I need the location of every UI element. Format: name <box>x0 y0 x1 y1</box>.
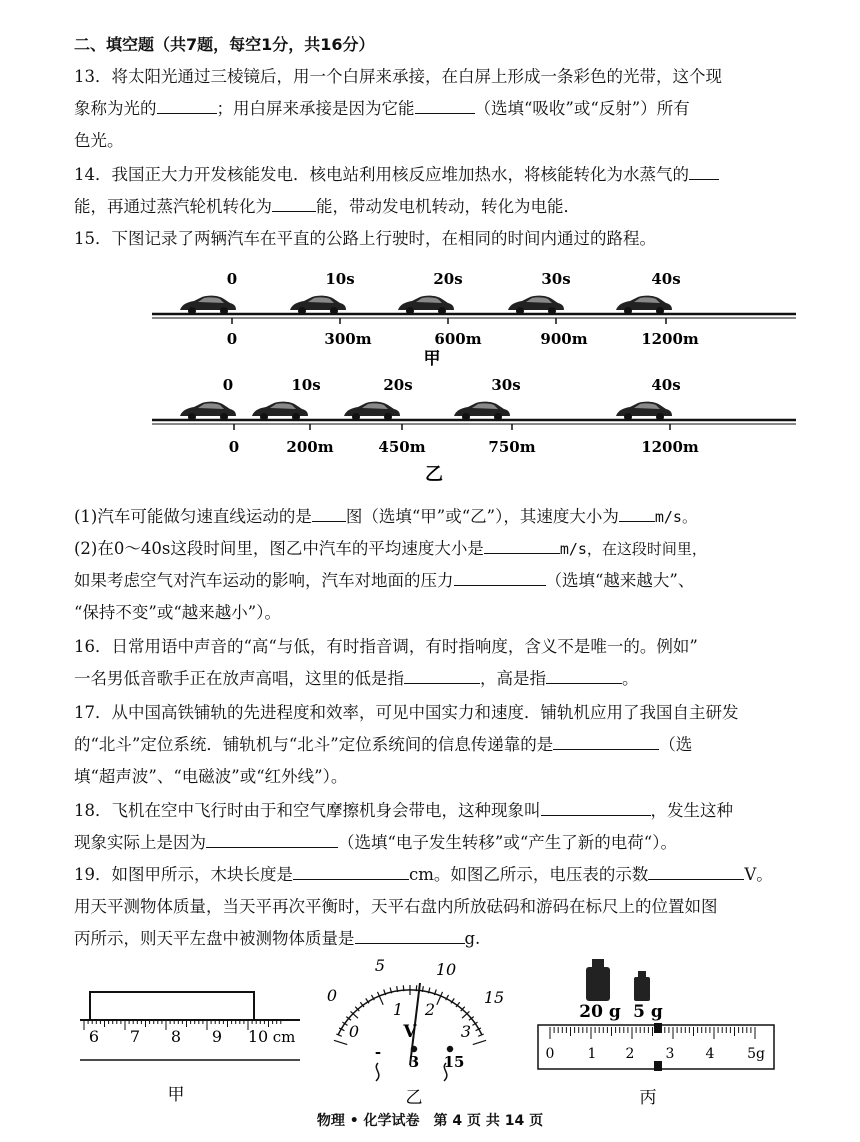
rider-bottom <box>654 1061 662 1071</box>
ruler-tick-label: 10 <box>247 1027 269 1046</box>
outer-scale-label: 0 <box>326 986 338 1005</box>
car-icon <box>180 402 236 421</box>
distance-label: 300m <box>324 330 372 348</box>
q14-text: 能，再通过蒸汽轮机转化为 <box>74 197 272 216</box>
beam-tick-label: 0 <box>545 1046 555 1062</box>
terminal-label: 3 <box>408 1053 420 1071</box>
q19-text: 19．如图甲所示，木块长度是 <box>74 865 293 884</box>
car-icon <box>252 402 308 421</box>
q19-blank-1[interactable] <box>293 865 409 880</box>
q15-text: (1)汽车可能做匀速直线运动的是 <box>74 507 312 526</box>
time-label: 0 <box>226 270 238 288</box>
section-heading: 二、填空题（共7题，每空1分，共16分） <box>74 35 375 54</box>
q18-text: 18．飞机在空中飞行时由于和空气摩擦机身会带电，这种现象叫 <box>74 801 541 820</box>
distance-label: 0 <box>228 438 240 456</box>
terminal-dot <box>448 1047 453 1052</box>
q17-text: 填“超声波”、“电磁波”或“红外线”）。 <box>74 767 348 786</box>
q16-blank-2[interactable] <box>546 669 622 684</box>
wooden-block <box>90 992 254 1020</box>
terminal-label: - <box>374 1043 382 1061</box>
q16-text: 一名男低音歌手正在放声高唱，这里的低是指 <box>74 669 404 688</box>
time-label: 10s <box>291 376 321 394</box>
q18-blank-1[interactable] <box>541 801 651 816</box>
figure-label-bing: 丙 <box>639 1088 657 1108</box>
time-label: 40s <box>651 376 681 394</box>
q19-text: 用天平测物体质量，当天平再次平衡时，天平右盘内所放砝码和游码在标尺上的位置如图 <box>74 897 718 916</box>
q16-blank-1[interactable] <box>404 669 480 684</box>
ruler-unit: cm <box>272 1028 296 1046</box>
q13-line-3 <box>74 130 124 152</box>
q15-part1 <box>74 506 697 528</box>
terminal-dot <box>412 1047 417 1052</box>
distance-label: 1200m <box>641 330 699 348</box>
q14-text: 14．我国正大力开发核能发电．核电站利用核反应堆加热水，将核能转化为水蒸气的 <box>74 165 689 184</box>
voltmeter-diagram <box>310 955 510 1115</box>
distance-label: 900m <box>540 330 588 348</box>
q17-text: （选 <box>659 735 693 754</box>
q19-text: g. <box>464 929 481 948</box>
ruler-tick-label: 6 <box>88 1027 100 1046</box>
inner-scale-label: 0 <box>348 1022 360 1041</box>
inner-scale-label: 2 <box>424 1000 436 1019</box>
q17-line-1 <box>74 702 739 724</box>
q18-line-2 <box>74 832 677 854</box>
q17-line-2 <box>74 734 692 756</box>
voltmeter-symbol: V <box>403 1022 417 1042</box>
q19-blank-2[interactable] <box>648 865 744 880</box>
beam-tick-label: 4 <box>705 1046 715 1062</box>
q15-part2-line3 <box>74 602 281 624</box>
tick-mark <box>437 992 443 1005</box>
inner-scale-label: 1 <box>392 1000 404 1019</box>
rider-top <box>654 1023 662 1033</box>
q13-text: 象称为光的 <box>74 99 157 118</box>
q13-line-2 <box>74 98 690 120</box>
car-diagram-yi <box>0 370 860 490</box>
wire <box>376 1063 379 1081</box>
q19-text: V。 <box>744 865 773 884</box>
q15-text: （选填“越来越大”、 <box>545 571 695 590</box>
q16-text: 16．日常用语中声音的“高“与低，有时指音调，有时指响度，含义不是唯一的。例如” <box>74 637 698 656</box>
q16-line-1 <box>74 636 698 658</box>
diagram-label-jia: 甲 <box>423 349 441 369</box>
q18-line-1 <box>74 800 733 822</box>
car-icon <box>180 296 236 315</box>
car-icon <box>398 296 454 315</box>
tick-mark <box>377 992 383 1005</box>
figure-label-jia: 甲 <box>167 1085 185 1105</box>
time-label: 0 <box>222 376 234 394</box>
time-label: 30s <box>541 270 571 288</box>
ruler-diagram <box>70 980 310 1110</box>
balance-diagram <box>530 955 790 1115</box>
ruler-tick-label: 8 <box>170 1027 182 1046</box>
page-footer: 物理 • 化学试卷 第 4 页 共 14 页 <box>316 1113 544 1129</box>
time-label: 40s <box>651 270 681 288</box>
weight-label: 5 g <box>633 1002 663 1022</box>
q19-text: cm。如图乙所示，电压表的示数 <box>409 865 649 884</box>
car-icons-jia <box>180 296 672 315</box>
q16-text: ，高是指 <box>480 669 546 688</box>
q15-part2-line2 <box>74 570 694 592</box>
terminal-label: 15 <box>443 1053 465 1071</box>
weight-20g-icon <box>586 959 610 1001</box>
q14-line-2 <box>74 196 580 218</box>
q19-line-3 <box>74 928 480 950</box>
q13-line-1 <box>74 66 722 88</box>
q19-line-1 <box>74 864 773 886</box>
q15-blank-2[interactable] <box>619 507 655 522</box>
car-diagram-jia <box>0 260 860 370</box>
outer-scale-label: 5 <box>374 956 386 975</box>
car-icon <box>616 296 672 315</box>
distance-label: 0 <box>226 330 238 348</box>
q18-text: ，发生这种 <box>650 801 733 820</box>
unit-text: m/s。 <box>654 508 697 526</box>
q15-part2 <box>74 538 707 560</box>
q13-text: ；用白屏来承接是因为它能 <box>216 99 415 118</box>
tick-mark <box>334 1040 347 1044</box>
q19-blank-3[interactable] <box>355 929 465 944</box>
q13-text: （选填“吸收”或“反射”）所有 <box>474 99 690 118</box>
q18-text: 现象实际上是因为 <box>74 833 206 852</box>
distance-label: 200m <box>286 438 334 456</box>
time-label: 30s <box>491 376 521 394</box>
q14-line-1 <box>74 164 719 186</box>
q15-intro: 15．下图记录了两辆汽车在平直的公路上行驶时，在相同的时间内通过的路程。 <box>74 229 656 248</box>
weight-label: 20 g <box>579 1002 621 1022</box>
q18-text: （选填“电子发生转移”或“产生了新的电荷“）。 <box>338 833 677 852</box>
q17-line-3 <box>74 766 347 788</box>
q15-blank-4[interactable] <box>454 571 546 586</box>
q15-text: 如果考虑空气对汽车运动的影响，汽车对地面的压力 <box>74 571 454 590</box>
car-icon <box>454 402 510 421</box>
tick-mark <box>403 985 404 991</box>
diagram-label-yi: 乙 <box>425 464 443 485</box>
q15-blank-3[interactable] <box>484 539 560 554</box>
q14-blank-1[interactable] <box>689 165 719 180</box>
car-icons-yi <box>180 402 672 421</box>
q17-blank-1[interactable] <box>553 735 659 750</box>
figure-label-yi: 乙 <box>405 1088 423 1108</box>
q17-text: 17．从中国高铁铺轨的先进程度和效率，可见中国实力和速度．铺轨机应用了我国自主研发 <box>74 703 739 722</box>
q15-text: 图（选填“甲”或“乙”），其速度大小为 <box>345 507 619 526</box>
beam-tick-label: 3 <box>665 1046 675 1062</box>
q17-text: 的“北斗”定位系统．铺轨机与“北斗”定位系统间的信息传递靠的是 <box>74 735 554 754</box>
car-icon <box>344 402 400 421</box>
q15-text: (2)在0～40s这段时间里，图乙中汽车的平均速度大小是 <box>74 539 484 558</box>
distance-label: 1200m <box>641 438 699 456</box>
distance-label: 450m <box>378 438 426 456</box>
q13-text: 13．将太阳光通过三棱镜后，用一个白屏来承接，在白屏上形成一条彩色的光带，这个现 <box>74 67 722 86</box>
car-icon <box>616 402 672 421</box>
distance-label: 750m <box>488 438 536 456</box>
q15-blank-1[interactable] <box>312 507 346 522</box>
car-icon <box>508 296 564 315</box>
tick-mark <box>473 1040 486 1044</box>
distance-label: 600m <box>434 330 482 348</box>
q16-line-2 <box>74 668 639 690</box>
weight-5g-icon <box>634 971 650 1001</box>
time-label: 10s <box>325 270 355 288</box>
q16-text: 。 <box>622 669 639 688</box>
beam-tick-label: 5g <box>747 1046 765 1062</box>
q13-text: 色光。 <box>74 131 124 150</box>
tick-mark <box>416 985 417 991</box>
outer-scale-label: 10 <box>435 960 457 979</box>
q19-line-2 <box>74 896 718 918</box>
q18-blank-2[interactable] <box>206 833 338 848</box>
car-icon <box>290 296 346 315</box>
ruler-tick-label: 9 <box>211 1027 223 1046</box>
time-label: 20s <box>383 376 413 394</box>
q13-blank-2[interactable] <box>415 99 475 114</box>
q14-text: 能，带动发电机转动，转化为电能． <box>316 197 580 216</box>
q13-blank-1[interactable] <box>157 99 217 114</box>
ruler-tick-label: 7 <box>129 1027 141 1046</box>
q14-blank-2[interactable] <box>272 197 316 212</box>
q15-text: “保持不变”或“越来越小”）。 <box>74 603 281 622</box>
time-label: 20s <box>433 270 463 288</box>
inner-scale-label: 3 <box>460 1022 472 1041</box>
q19-text: 丙所示，则天平左盘中被测物体质量是 <box>74 929 355 948</box>
beam-tick-label: 2 <box>625 1046 635 1062</box>
outer-scale-label: 15 <box>483 988 505 1007</box>
beam-tick-label: 1 <box>587 1046 597 1062</box>
unit-text: m/s，在这段时间里， <box>559 540 707 558</box>
